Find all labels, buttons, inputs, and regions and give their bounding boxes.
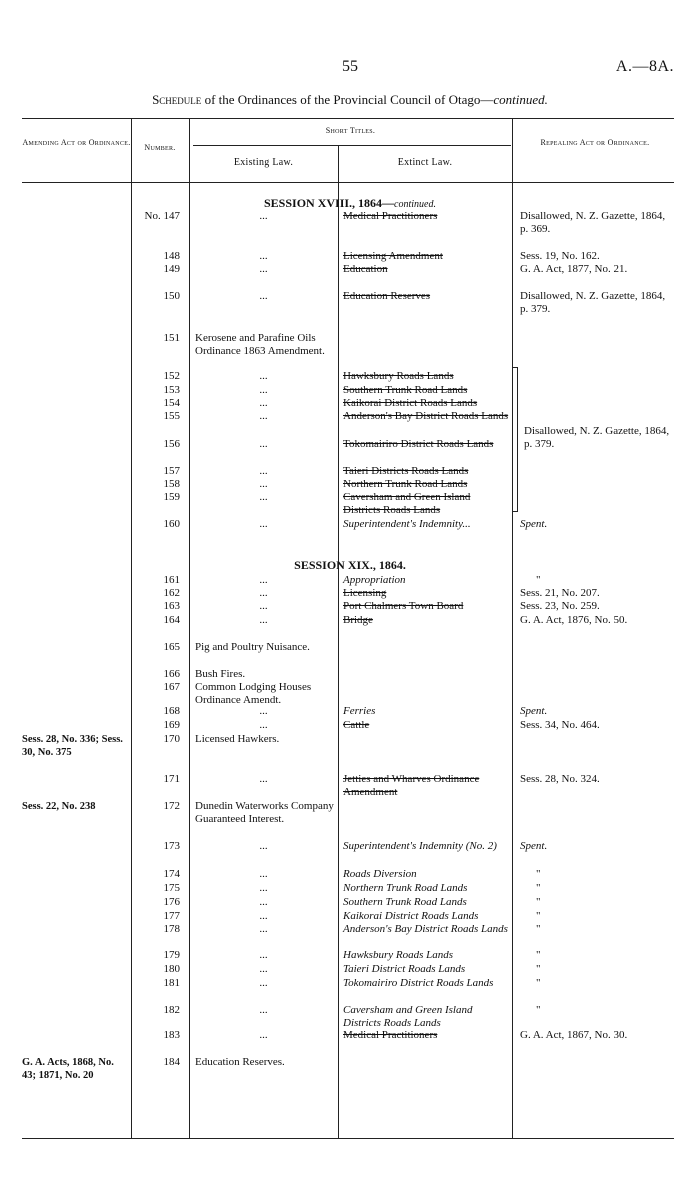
existing-law: ...	[259, 397, 268, 409]
header-number: Number.	[144, 143, 176, 152]
ordinance-number: 178	[163, 923, 180, 935]
ordinance-number: 167	[163, 681, 180, 693]
existing-law: ...	[259, 896, 268, 908]
existing-law: Kerosene and Parafine Oils Ordinance 1863 Amendment.	[195, 332, 325, 357]
short-titles-rule	[193, 145, 511, 146]
repealing-act: Sess. 19, No. 162.	[520, 250, 600, 262]
extinct-law: Caversham and Green Island Districts Roads Lands	[343, 1004, 473, 1029]
document-reference: A.—8A.	[615, 58, 674, 75]
ordinance-number: 151	[163, 332, 180, 344]
table-top-rule	[22, 118, 674, 119]
ordinance-number: 161	[163, 574, 180, 586]
ordinance-number: 184	[163, 1056, 180, 1068]
ordinance-number: 150	[163, 290, 180, 302]
ordinance-number: No. 147	[144, 210, 180, 222]
ordinance-number: 177	[163, 910, 180, 922]
existing-law: ...	[259, 410, 268, 422]
existing-law: ...	[259, 882, 268, 894]
ordinance-number: 173	[163, 840, 180, 852]
extinct-law: Hawksbury Roads Lands	[343, 949, 454, 961]
existing-law: Pig and Poultry Nuisance.	[195, 641, 310, 653]
existing-law: ...	[259, 705, 268, 717]
existing-law: ...	[259, 1029, 268, 1041]
ordinance-number: 159	[163, 491, 180, 503]
ordinance-number: 155	[163, 410, 180, 422]
title-text: of the Ordinances of the Provincial Council of Otago—	[201, 92, 494, 107]
repealing-act: "	[536, 574, 541, 586]
ordinance-number: 168	[163, 705, 180, 717]
ordinance-number: 180	[163, 963, 180, 975]
column-rule-3	[338, 146, 339, 1138]
ordinance-number: 170	[163, 733, 180, 745]
existing-law: ...	[259, 250, 268, 262]
ordinance-number: 157	[163, 465, 180, 477]
repealing-act: Disallowed, N. Z. Gazette, 1864, p. 379.	[520, 290, 666, 315]
repealing-act: "	[536, 882, 541, 894]
session-18-title: SESSION XVIII., 1864—	[264, 196, 395, 210]
repealing-act: "	[536, 949, 541, 961]
extinct-law: Taieri District Roads Lands	[343, 963, 466, 975]
repealing-act: Sess. 34, No. 464.	[520, 719, 600, 731]
existing-law: ...	[259, 773, 268, 785]
amending-act: Sess. 22, No. 238	[22, 801, 96, 812]
existing-law: ...	[259, 923, 268, 935]
repealing-act: "	[536, 923, 541, 935]
extinct-law: Superintendent's Indemnity...	[343, 518, 471, 530]
column-rule-4	[512, 118, 513, 1138]
existing-law: ...	[259, 1004, 268, 1016]
ordinance-number: 172	[163, 800, 180, 812]
extinct-law: Jetties and Wharves Ordinance Amendment	[343, 773, 480, 798]
ordinance-number: 171	[163, 773, 180, 785]
group-brace	[512, 367, 518, 512]
ordinance-number: 153	[163, 384, 180, 396]
existing-law: ...	[259, 719, 268, 731]
existing-law: Education Reserves.	[195, 1056, 285, 1068]
existing-law: ...	[259, 263, 268, 275]
repealing-act: Spent.	[520, 705, 548, 717]
session-19-heading	[0, 558, 700, 573]
existing-law: ...	[259, 587, 268, 599]
column-rule-1	[131, 118, 132, 1138]
extinct-law: Taieri Districts Roads Lands	[343, 465, 469, 477]
repealing-act: Sess. 28, No. 324.	[520, 773, 600, 785]
existing-law: Licensed Hawkers.	[195, 733, 280, 745]
existing-law: ...	[259, 840, 268, 852]
extinct-law: Northern Trunk Road Lands	[343, 882, 468, 894]
extinct-law: Kaikorai District Roads Lands	[343, 910, 479, 922]
existing-law: ...	[259, 574, 268, 586]
extinct-law: Southern Trunk Road Lands	[343, 384, 468, 396]
extinct-law: Medical Practitioners	[343, 210, 438, 222]
table-bottom-rule	[22, 1138, 674, 1139]
extinct-law: Superintendent's Indemnity (No. 2)	[343, 840, 497, 852]
ordinance-number: 148	[163, 250, 180, 262]
existing-law: ...	[259, 210, 268, 222]
extinct-law: Southern Trunk Road Lands	[343, 896, 467, 908]
existing-law: ...	[259, 910, 268, 922]
extinct-law: Ferries	[343, 705, 376, 717]
ordinance-number: 165	[163, 641, 180, 653]
ordinance-number: 175	[163, 882, 180, 894]
title-continued: continued.	[493, 92, 548, 107]
extinct-law: Tokomairiro District Roads Lands	[343, 438, 494, 450]
ordinance-number: 149	[163, 263, 180, 275]
schedule-title	[0, 92, 700, 108]
existing-law: ...	[259, 614, 268, 626]
existing-law: ...	[259, 600, 268, 612]
amending-act: G. A. Acts, 1868, No. 43; 1871, No. 20	[22, 1057, 114, 1081]
title-schedule-word: Schedule	[152, 92, 202, 107]
header-repealing: Repealing Act or Ordinance.	[540, 138, 650, 147]
repealing-act: G. A. Act, 1876, No. 50.	[520, 614, 628, 626]
existing-law: ...	[259, 290, 268, 302]
repealing-act: Disallowed, N. Z. Gazette, 1864, p. 369.	[520, 210, 666, 235]
ordinance-number: 166	[163, 668, 180, 680]
header-bottom-rule	[22, 182, 674, 183]
extinct-law: Northern Trunk Road Lands	[343, 478, 468, 490]
header-short-titles: Short Titles.	[325, 126, 376, 135]
extinct-law: Hawksbury Roads Lands	[343, 370, 454, 382]
ordinance-number: 156	[163, 438, 180, 450]
repealing-act: Spent.	[520, 518, 548, 530]
ordinance-number: 183	[163, 1029, 180, 1041]
repealing-act: G. A. Act, 1877, No. 21.	[520, 263, 628, 275]
repealing-act: Sess. 23, No. 259.	[520, 600, 600, 612]
repealing-act: Sess. 21, No. 207.	[520, 587, 600, 599]
extinct-law: Roads Diversion	[343, 868, 417, 880]
extinct-law: Anderson's Bay District Roads Lands	[343, 410, 509, 422]
existing-law: ...	[259, 370, 268, 382]
extinct-law: Education	[343, 263, 388, 275]
header-extinct-law: Extinct Law.	[397, 157, 453, 168]
extinct-law: Licensing	[343, 587, 387, 599]
extinct-law: Tokomairiro District Roads Lands	[343, 977, 494, 989]
existing-law: ...	[259, 465, 268, 477]
extinct-law: Kaikorai District Roads Lands	[343, 397, 478, 409]
extinct-law: Port Chalmers Town Board	[343, 600, 464, 612]
repealing-act: "	[536, 910, 541, 922]
amending-act: Sess. 28, No. 336; Sess. 30, No. 375	[22, 734, 123, 758]
repealing-act: "	[536, 868, 541, 880]
existing-law: ...	[259, 384, 268, 396]
ordinance-number: 176	[163, 896, 180, 908]
ordinance-number: 158	[163, 478, 180, 490]
existing-law: ...	[259, 949, 268, 961]
existing-law: ...	[259, 438, 268, 450]
existing-law: ...	[259, 491, 268, 503]
extinct-law: Medical Practitioners	[343, 1029, 438, 1041]
extinct-law: Cattle	[343, 719, 370, 731]
extinct-law: Anderson's Bay District Roads Lands	[343, 923, 508, 935]
ordinance-number: 163	[163, 600, 180, 612]
repealing-act: G. A. Act, 1867, No. 30.	[520, 1029, 628, 1041]
existing-law: ...	[259, 963, 268, 975]
repealing-act: "	[536, 977, 541, 989]
existing-law: Dunedin Waterworks Company Guaranteed Interest.	[195, 800, 334, 825]
header-existing-law: Existing Law.	[233, 157, 294, 168]
repealing-act: Spent.	[520, 840, 548, 852]
repealing-act: "	[536, 963, 541, 975]
ordinance-number: 164	[163, 614, 180, 626]
ordinance-number: 174	[163, 868, 180, 880]
existing-law: Common Lodging Houses Ordinance Amendt.	[195, 681, 312, 706]
extinct-law: Appropriation	[343, 574, 406, 586]
ordinance-number: 162	[163, 587, 180, 599]
brace-repeal-note	[524, 425, 674, 451]
page-number: 55	[342, 58, 358, 75]
ordinance-number: 179	[163, 949, 180, 961]
brace-repeal-text: Disallowed, N. Z. Gazette, 1864, p. 379.	[524, 425, 670, 450]
session-18-heading	[0, 196, 700, 211]
existing-law: ...	[259, 478, 268, 490]
existing-law: Bush Fires.	[195, 668, 246, 680]
existing-law: ...	[259, 518, 268, 530]
ordinance-number: 182	[163, 1004, 180, 1016]
header-amending: Amending Act or Ordinance.	[22, 138, 131, 147]
existing-law: ...	[259, 977, 268, 989]
ordinance-number: 154	[163, 397, 180, 409]
repealing-act: "	[536, 896, 541, 908]
repealing-act: "	[536, 1004, 541, 1016]
extinct-law: Caversham and Green Island Districts Roads Lands	[343, 491, 471, 516]
ordinance-number: 181	[163, 977, 180, 989]
session-19-title: SESSION XIX., 1864.	[294, 558, 406, 572]
ordinance-number: 152	[163, 370, 180, 382]
extinct-law: Licensing Amendment	[343, 250, 443, 262]
ordinance-number: 169	[163, 719, 180, 731]
session-18-continued: continued.	[394, 199, 436, 210]
extinct-law: Bridge	[343, 614, 373, 626]
existing-law: ...	[259, 868, 268, 880]
ordinance-number: 160	[163, 518, 180, 530]
extinct-law: Education Reserves	[343, 290, 431, 302]
